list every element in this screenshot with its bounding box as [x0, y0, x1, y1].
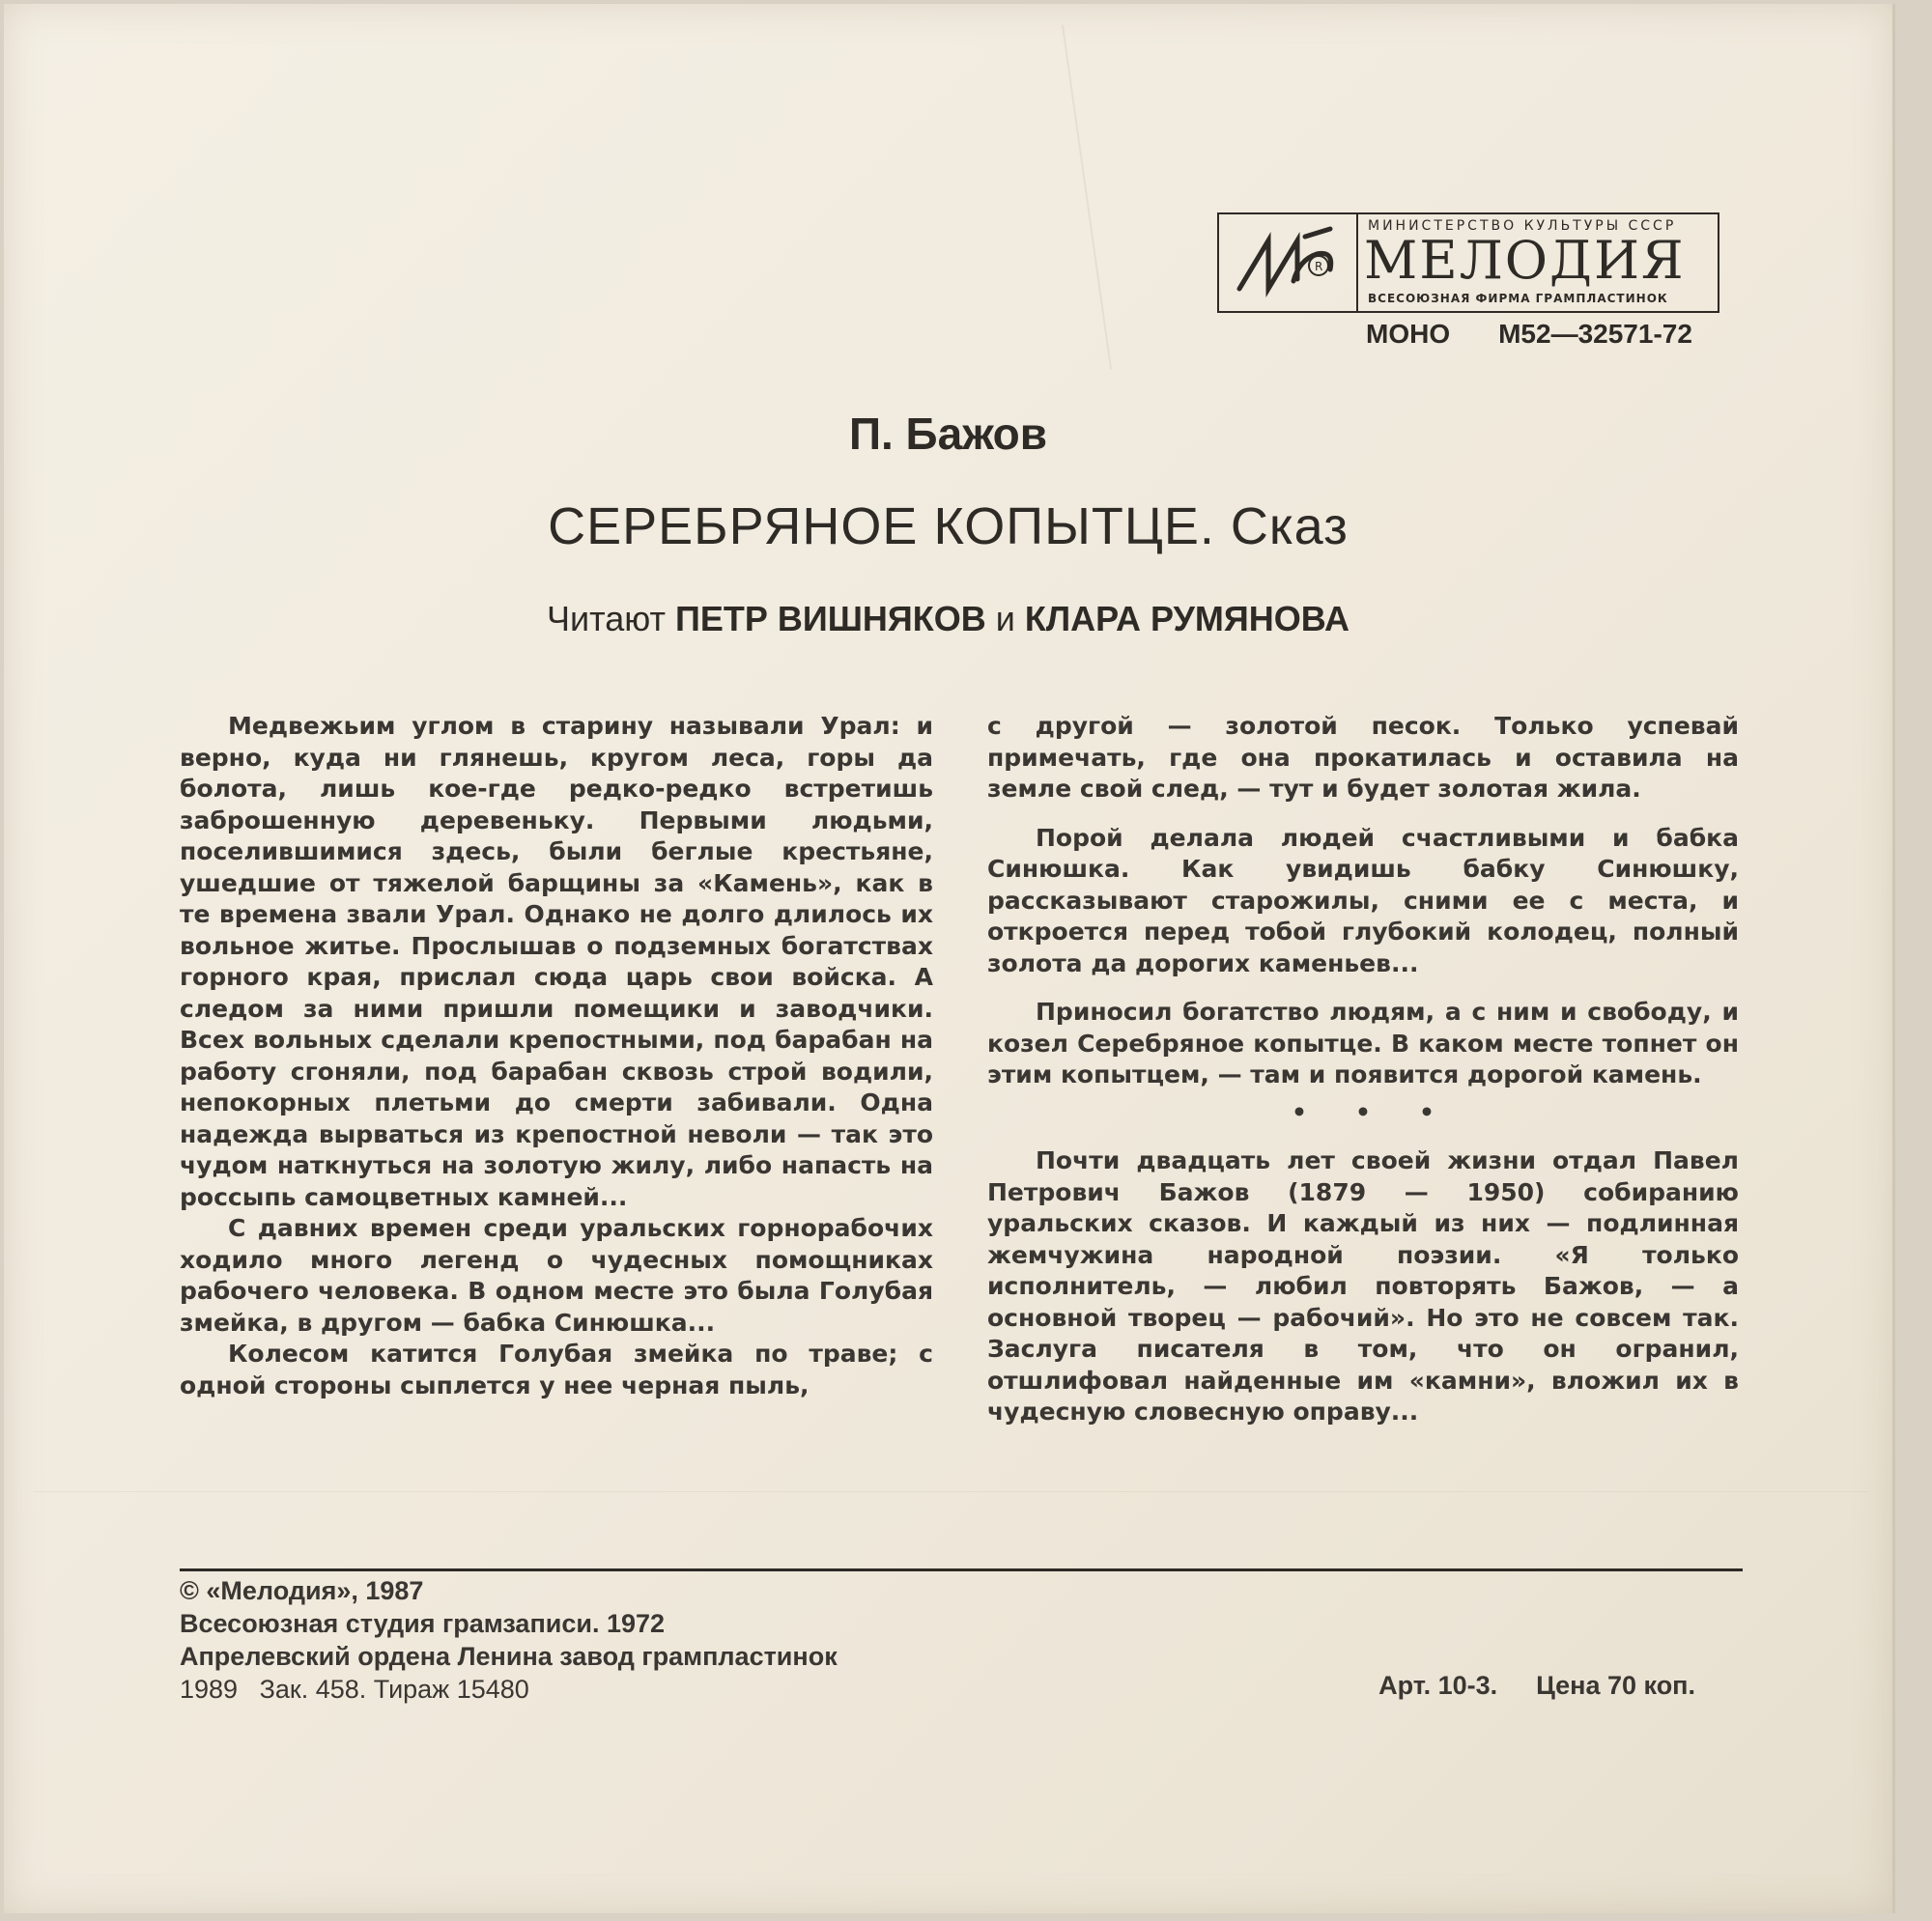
reader-1: ПЕТР ВИШНЯКОВ	[674, 599, 986, 638]
footer-credits	[180, 1574, 838, 1706]
text-column-right	[987, 711, 1739, 1428]
paper-crease	[33, 1491, 1868, 1492]
paragraph: Колесом катится Голубая змейка по траве; с одной стороны сыплется у нее черная пыль,	[180, 1340, 933, 1399]
price: Цена 70 коп.	[1536, 1671, 1695, 1700]
svg-text:R: R	[1315, 260, 1323, 273]
logo-firm: ВСЕСОЮЗНАЯ ФИРМА ГРАМПЛАСТИНОК	[1368, 292, 1668, 305]
article-number: Арт. 10-3.	[1378, 1671, 1498, 1700]
footer-price	[1378, 1671, 1695, 1701]
catalog-line	[1366, 319, 1692, 350]
print-info: 1989 Зак. 458. Тираж 15480	[180, 1675, 529, 1704]
paragraph: Порой делала людей счастливыми и бабка Синюшка. Как увидишь бабку Синюшку, рассказывают старожилы, сними ее с места, и откроется перед тобой глубокий колодец, полный золота да дорогих каменьев...	[987, 823, 1739, 977]
text-column-left	[180, 711, 933, 1401]
work-title: СЕРЕБРЯНОЕ КОПЫТЦЕ. Сказ	[548, 497, 1349, 555]
paragraph: Почти двадцать лет своей жизни отдал Павел Петрович Бажов (1879 — 1950) собиранию уральских сказов. И каждый из них — подлинная жемчужина народной поэзии. «Я только исполнитель, — любил повторять Бажов, — а основной творец — рабочий». Но это не совсем так. Заслуга писателя в том, что он огранил, отшлифовал найденные им «камни», вложил их в чудесную словесную оправу...	[987, 1146, 1739, 1426]
record-sleeve-back	[4, 4, 1895, 1913]
plant: Апрелевский ордена Ленина завод грампластинок	[180, 1642, 838, 1671]
melodiya-wordmark	[1358, 214, 1718, 311]
section-separator: •••	[1292, 1097, 1483, 1126]
reader-2: КЛАРА РУМЯНОВА	[1024, 599, 1350, 638]
footer-rule	[180, 1568, 1743, 1571]
paper-crease	[1062, 25, 1112, 370]
paragraph-continuation: с другой — золотой песок. Только успевай примечать, где она прокатилась и оставила на земле свой след, — тут и будет золотая жила.	[987, 712, 1739, 803]
copyright: © «Мелодия», 1987	[180, 1576, 424, 1605]
logo-name: МЕЛОДИЯ	[1364, 230, 1686, 291]
paragraph: С давних времен среди уральских горнорабочих ходило много легенд о чудесных помощниках рабочего человека. В одном месте это была Голубая змейка, в другом — бабка Синюшка...	[180, 1214, 933, 1337]
paragraph: Медвежьим углом в старину называли Урал: и верно, куда ни глянешь, кругом леса, горы да болота, лишь кое-где редко-редко встретишь заброшенную деревеньку. Первыми людьми, поселившимися здесь, были беглые крестьяне, ушедшие от тяжелой барщины за «Камень», как в те времена звали Урал. Однако не долго длилось их вольное житье. Прослышав о подземных богатствах горного края, прислал сюда царь свои войска. А следом за ними пришли помещики и заводчики. Всех вольных сделали крепостными, под барабан на работу сгоняли, под барабан сквозь строй водили, непокорных плетьми до смерти забивали. Одна надежда вырваться из крепостной неволи — так это чудом наткнуться на золотую жилу, либо напасть на россыпь самоцветных камней...	[180, 712, 933, 1211]
author: П. Бажов	[848, 409, 1048, 459]
readers-line	[4, 599, 1892, 639]
readers-and: и	[995, 599, 1015, 638]
studio: Всесоюзная студия грамзаписи. 1972	[180, 1609, 666, 1638]
melodiya-logo	[1217, 212, 1719, 313]
readers-prefix: Читают	[547, 599, 666, 638]
logo-ministry: МИНИСТЕРСТВО КУЛЬТУРЫ СССР	[1368, 218, 1677, 234]
catalog-number: М52—32571-72	[1498, 319, 1692, 349]
paragraph: Приносил богатство людям, а с ним и свободу, и козел Серебряное копытце. В каком месте топнет он этим копытцем, — там и появится дорогой камень.	[987, 998, 1739, 1088]
format-label: МОНО	[1366, 319, 1451, 349]
melodiya-emblem-icon	[1219, 214, 1358, 311]
